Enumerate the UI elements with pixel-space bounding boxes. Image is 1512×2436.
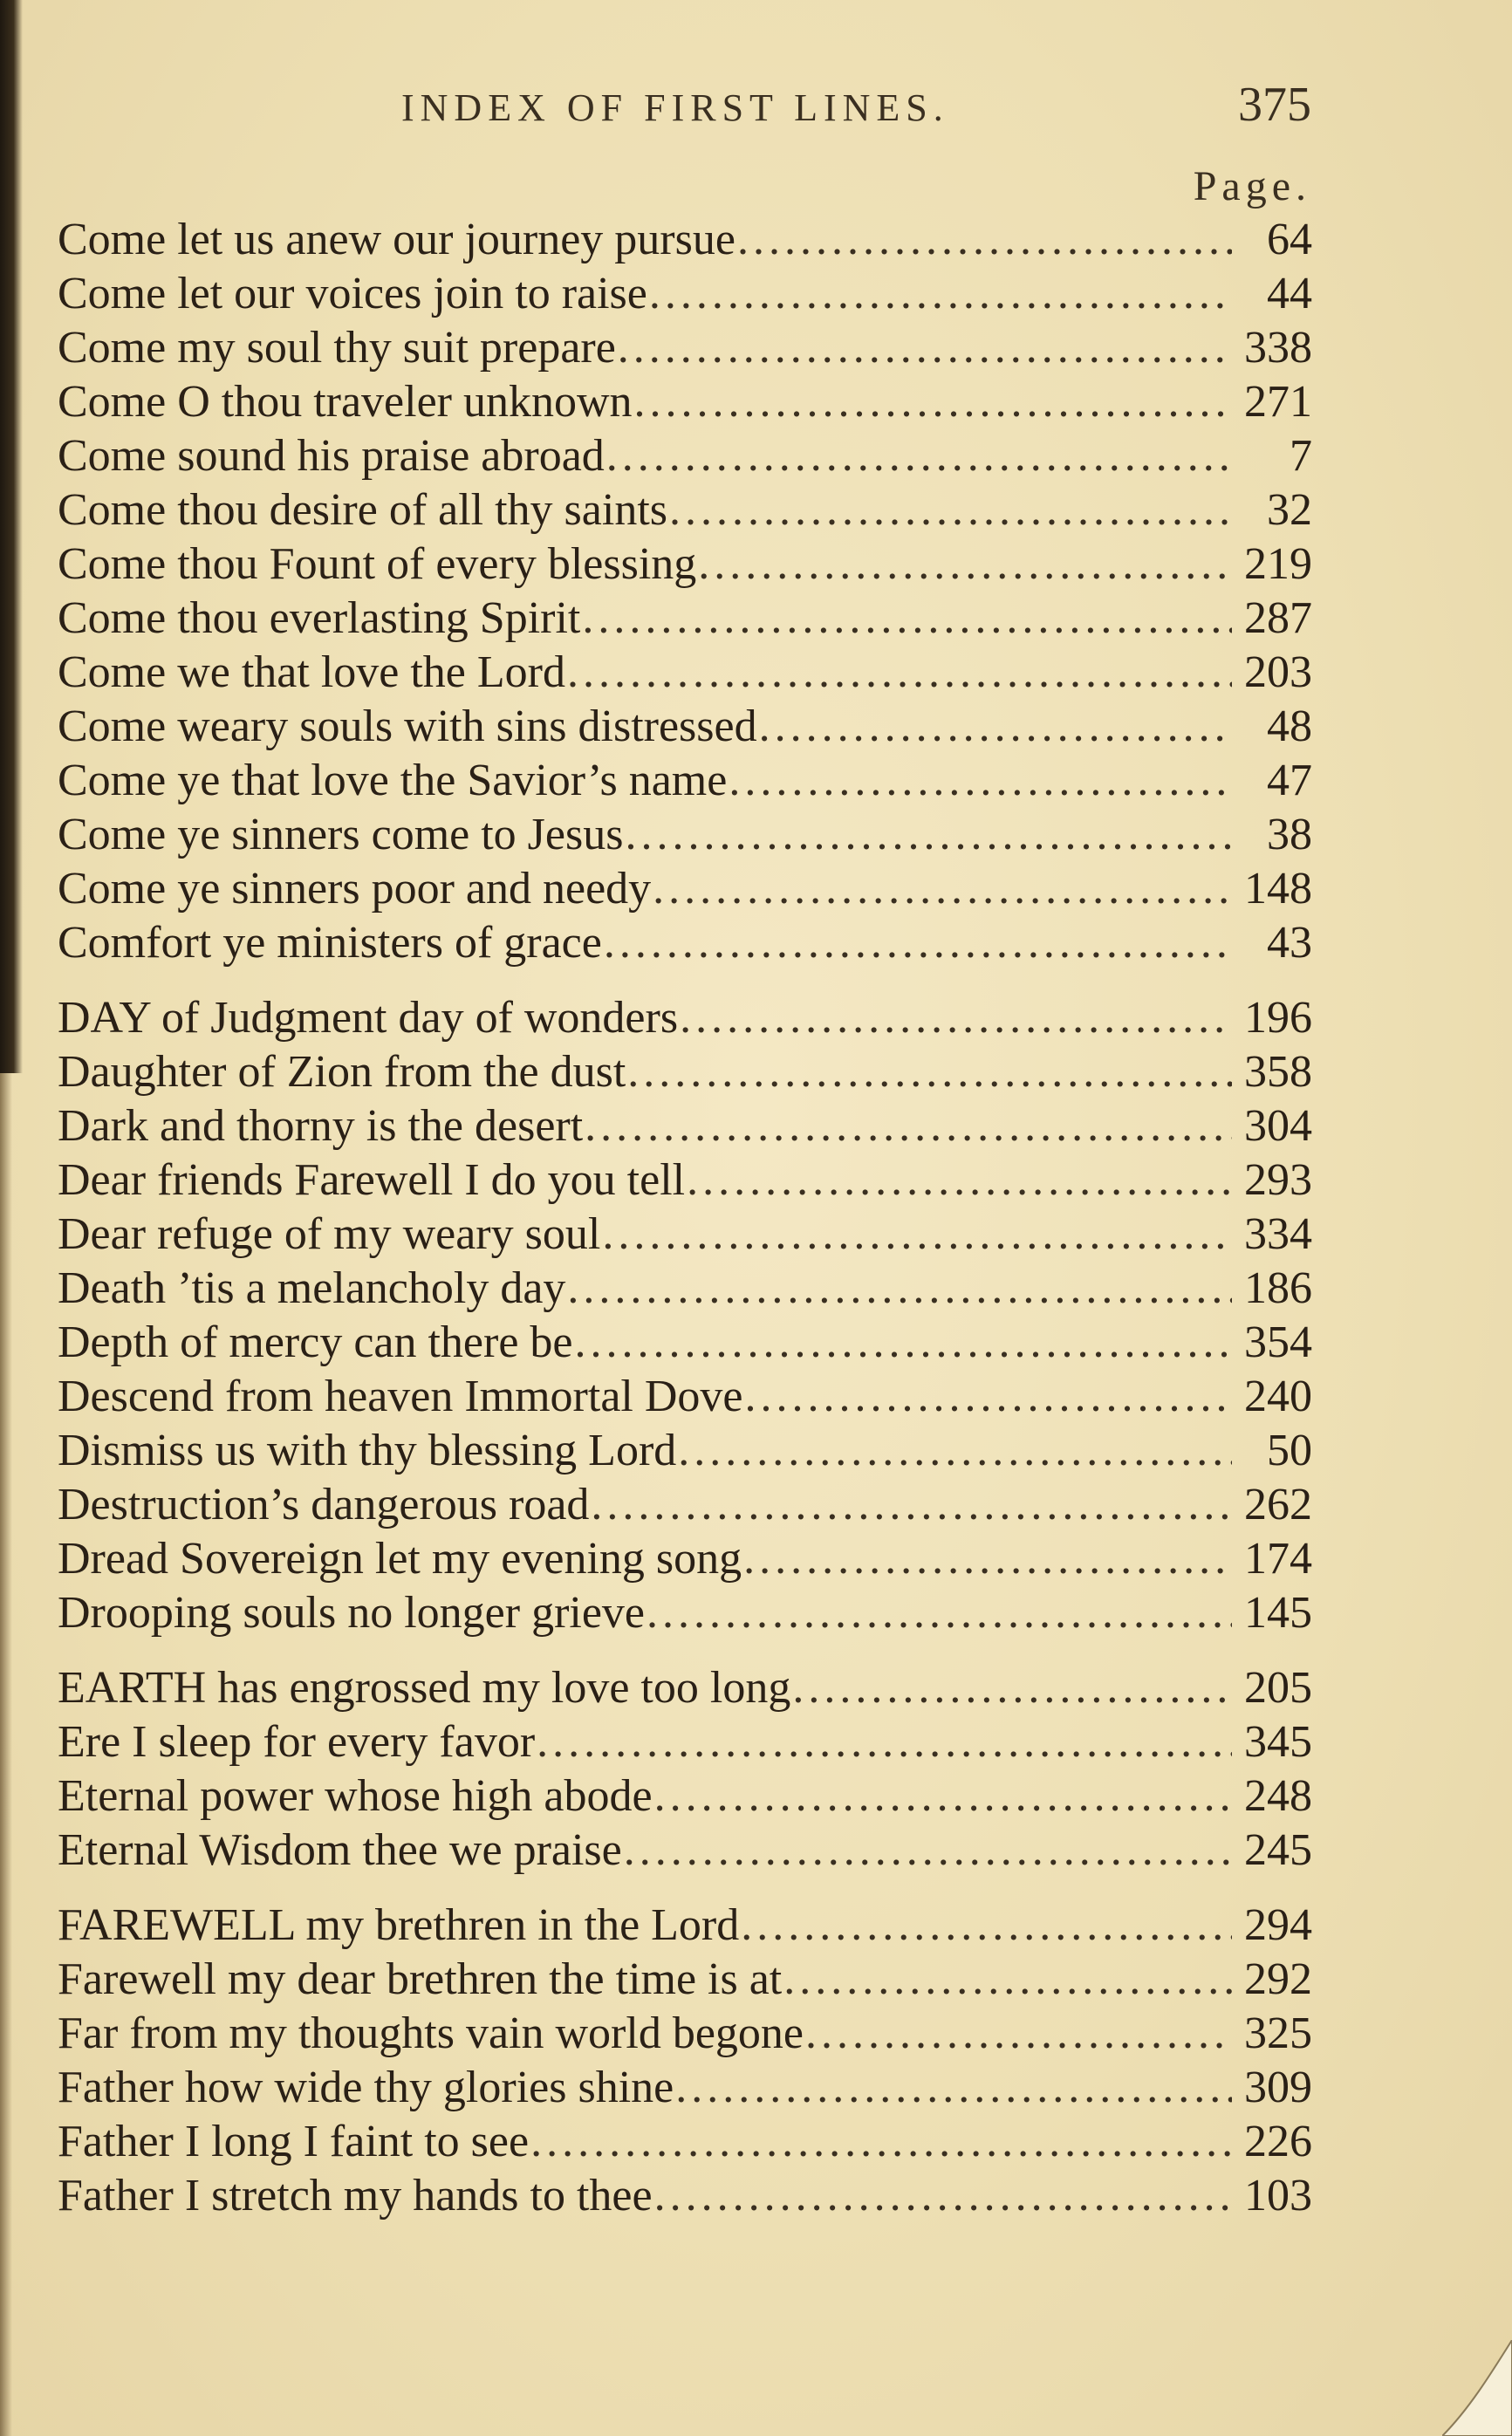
first-line-text: Dread Sovereign let my evening song <box>58 1534 742 1584</box>
index-entry <box>58 1478 1312 1532</box>
dot-leader <box>678 1424 1232 1478</box>
index-entry <box>58 483 1312 537</box>
page-number: 205 <box>1244 1663 1312 1713</box>
first-line-text: Dear refuge of my weary soul <box>58 1209 601 1259</box>
page-number: 47 <box>1267 756 1312 805</box>
page-number: 7 <box>1290 431 1312 481</box>
dot-leader <box>627 1045 1232 1099</box>
first-line-text: Daughter of Zion from the dust <box>58 1047 626 1097</box>
page-number: 294 <box>1244 1900 1312 1950</box>
index-entry <box>58 2169 1312 2223</box>
dot-leader <box>737 213 1232 267</box>
dot-leader <box>567 646 1232 700</box>
first-line-text: Eternal power whose high abode <box>58 1771 653 1821</box>
first-line-text: Come thou everlasting Spirit <box>58 593 581 643</box>
page-number: 44 <box>1267 269 1312 318</box>
page-number: 271 <box>1244 377 1312 427</box>
index-entry <box>58 1424 1312 1478</box>
dot-leader <box>741 1899 1232 1953</box>
page-number: 64 <box>1267 215 1312 264</box>
dot-leader <box>567 1262 1232 1316</box>
first-line-text: EARTH has engrossed my love too long <box>58 1663 791 1713</box>
index-entry <box>58 1769 1312 1824</box>
index-entry <box>58 700 1312 754</box>
dot-leader <box>669 483 1232 537</box>
page-number: 325 <box>1244 2008 1312 2058</box>
index-entry <box>58 2007 1312 2061</box>
index-group <box>58 1899 1312 2223</box>
dot-leader <box>687 1153 1232 1208</box>
page-number: 38 <box>1267 810 1312 859</box>
index-entry <box>58 862 1312 916</box>
book-spine-shadow <box>0 0 23 1073</box>
first-line-text: FAREWELL my brethren in the Lord <box>58 1900 740 1950</box>
first-line-text: Father I stretch my hands to thee <box>58 2171 653 2220</box>
page-number: 262 <box>1244 1480 1312 1529</box>
page-number: 240 <box>1244 1372 1312 1421</box>
page-number: 304 <box>1244 1101 1312 1151</box>
first-line-text: Drooping souls no longer grieve <box>58 1588 646 1638</box>
dot-leader <box>585 1099 1232 1153</box>
first-line-text: Ere I sleep for every favor <box>58 1717 536 1767</box>
index-entry <box>58 808 1312 862</box>
first-line-text: Come O thou traveler unknown <box>58 377 633 427</box>
index-entry <box>58 1316 1312 1370</box>
first-lines-index <box>58 213 1312 2244</box>
index-entry <box>58 213 1312 267</box>
index-entry <box>58 537 1312 592</box>
first-line-text: Come ye that love the Savior’s name <box>58 756 728 805</box>
index-entry <box>58 267 1312 321</box>
page-number: 292 <box>1244 1954 1312 2004</box>
index-entry <box>58 1045 1312 1099</box>
page-number: 248 <box>1244 1771 1312 1821</box>
index-entry <box>58 991 1312 1045</box>
index-entry <box>58 1586 1312 1640</box>
dot-leader <box>698 537 1232 592</box>
first-line-text: Come weary souls with sins distressed <box>58 701 757 751</box>
index-entry <box>58 1661 1312 1715</box>
dot-leader <box>602 1208 1232 1262</box>
first-line-text: Come thou Fount of every blessing <box>58 539 697 589</box>
index-entry <box>58 592 1312 646</box>
first-line-text: Father I long I faint to see <box>58 2117 530 2166</box>
page-number: 219 <box>1244 539 1312 589</box>
first-line-text: DAY of Judgment day of wonders <box>58 993 679 1043</box>
first-line-text: Eternal Wisdom thee we praise <box>58 1825 622 1875</box>
dot-leader <box>649 267 1232 321</box>
first-line-text: Come sound his praise abroad <box>58 431 605 481</box>
first-line-text: Far from my thoughts vain world begone <box>58 2008 804 2058</box>
index-entry <box>58 321 1312 375</box>
first-line-text: Farewell my dear brethren the time is at <box>58 1954 783 2004</box>
dot-leader <box>604 916 1232 970</box>
book-gutter-shadow <box>0 1073 12 2436</box>
dot-leader <box>591 1478 1232 1532</box>
dot-leader <box>805 2007 1232 2061</box>
page-number: 50 <box>1267 1426 1312 1475</box>
dot-leader <box>574 1316 1232 1370</box>
dot-leader <box>792 1661 1232 1715</box>
index-group <box>58 1661 1312 1878</box>
index-entry <box>58 1532 1312 1586</box>
index-entry <box>58 1715 1312 1769</box>
dot-leader <box>647 1586 1232 1640</box>
index-entry <box>58 1953 1312 2007</box>
page-number: 174 <box>1244 1534 1312 1584</box>
first-line-text: Come thou desire of all thy saints <box>58 485 668 535</box>
index-entry <box>58 2061 1312 2115</box>
index-group <box>58 991 1312 1640</box>
page-column-label: Page. <box>1193 163 1311 209</box>
index-entry <box>58 1153 1312 1208</box>
index-entry <box>58 429 1312 483</box>
index-entry <box>58 916 1312 970</box>
dot-leader <box>680 991 1232 1045</box>
index-group <box>58 213 1312 970</box>
index-entry <box>58 375 1312 429</box>
header-page-number: 375 <box>1238 78 1311 132</box>
index-entry <box>58 1370 1312 1424</box>
index-entry <box>58 1099 1312 1153</box>
first-line-text: Dismiss us with thy blessing Lord <box>58 1426 677 1475</box>
page-number: 345 <box>1244 1717 1312 1767</box>
dot-leader <box>624 1824 1232 1878</box>
first-line-text: Depth of mercy can there be <box>58 1317 573 1367</box>
page-number: 358 <box>1244 1047 1312 1097</box>
page-number: 48 <box>1267 701 1312 751</box>
first-line-text: Come let our voices join to raise <box>58 269 647 318</box>
page-number: 293 <box>1244 1155 1312 1205</box>
dot-leader <box>654 2169 1232 2223</box>
first-line-text: Death ’tis a melancholy day <box>58 1263 566 1313</box>
page-number: 32 <box>1267 485 1312 535</box>
dot-leader <box>537 1715 1232 1769</box>
first-line-text: Come ye sinners come to Jesus <box>58 810 624 859</box>
dot-leader <box>783 1953 1232 2007</box>
first-line-text: Come my soul thy suit prepare <box>58 323 616 373</box>
first-line-text: Dark and thorny is the desert <box>58 1101 584 1151</box>
dot-leader <box>606 429 1232 483</box>
page-number: 186 <box>1244 1263 1312 1313</box>
dot-leader <box>744 1370 1232 1424</box>
page-number: 338 <box>1244 323 1312 373</box>
first-line-text: Come let us anew our journey pursue <box>58 215 735 264</box>
first-line-text: Come ye sinners poor and needy <box>58 864 652 914</box>
page-number: 43 <box>1267 918 1312 968</box>
page-number: 196 <box>1244 993 1312 1043</box>
dot-leader <box>530 2115 1232 2169</box>
dot-leader <box>675 2061 1232 2115</box>
header-title: INDEX OF FIRST LINES. <box>401 86 949 129</box>
first-line-text: Destruction’s dangerous road <box>58 1480 590 1529</box>
running-header <box>0 77 1512 132</box>
dot-leader <box>729 754 1232 808</box>
index-entry <box>58 2115 1312 2169</box>
dot-leader <box>618 321 1232 375</box>
index-entry <box>58 1899 1312 1953</box>
page-number: 226 <box>1244 2117 1312 2166</box>
page-corner-curl <box>1442 2340 1512 2436</box>
dot-leader <box>634 375 1232 429</box>
dot-leader <box>654 1769 1232 1824</box>
first-line-text: Father how wide thy glories shine <box>58 2063 674 2112</box>
index-entry <box>58 646 1312 700</box>
first-line-text: Come we that love the Lord <box>58 647 565 697</box>
dot-leader <box>653 862 1232 916</box>
index-entry <box>58 754 1312 808</box>
dot-leader <box>625 808 1232 862</box>
page-number: 203 <box>1244 647 1312 697</box>
index-entry <box>58 1824 1312 1878</box>
page-number: 145 <box>1244 1588 1312 1638</box>
dot-leader <box>759 700 1232 754</box>
index-entry <box>58 1262 1312 1316</box>
first-line-text: Comfort ye ministers of grace <box>58 918 602 968</box>
dot-leader <box>743 1532 1232 1586</box>
page-number: 287 <box>1244 593 1312 643</box>
page-number: 334 <box>1244 1209 1312 1259</box>
page-number: 103 <box>1244 2171 1312 2220</box>
page-number: 354 <box>1244 1317 1312 1367</box>
index-entry <box>58 1208 1312 1262</box>
dot-leader <box>582 592 1232 646</box>
first-line-text: Dear friends Farewell I do you tell <box>58 1155 686 1205</box>
page-number: 148 <box>1244 864 1312 914</box>
page-number: 309 <box>1244 2063 1312 2112</box>
page-number: 245 <box>1244 1825 1312 1875</box>
first-line-text: Descend from heaven Immortal Dove <box>58 1372 743 1421</box>
